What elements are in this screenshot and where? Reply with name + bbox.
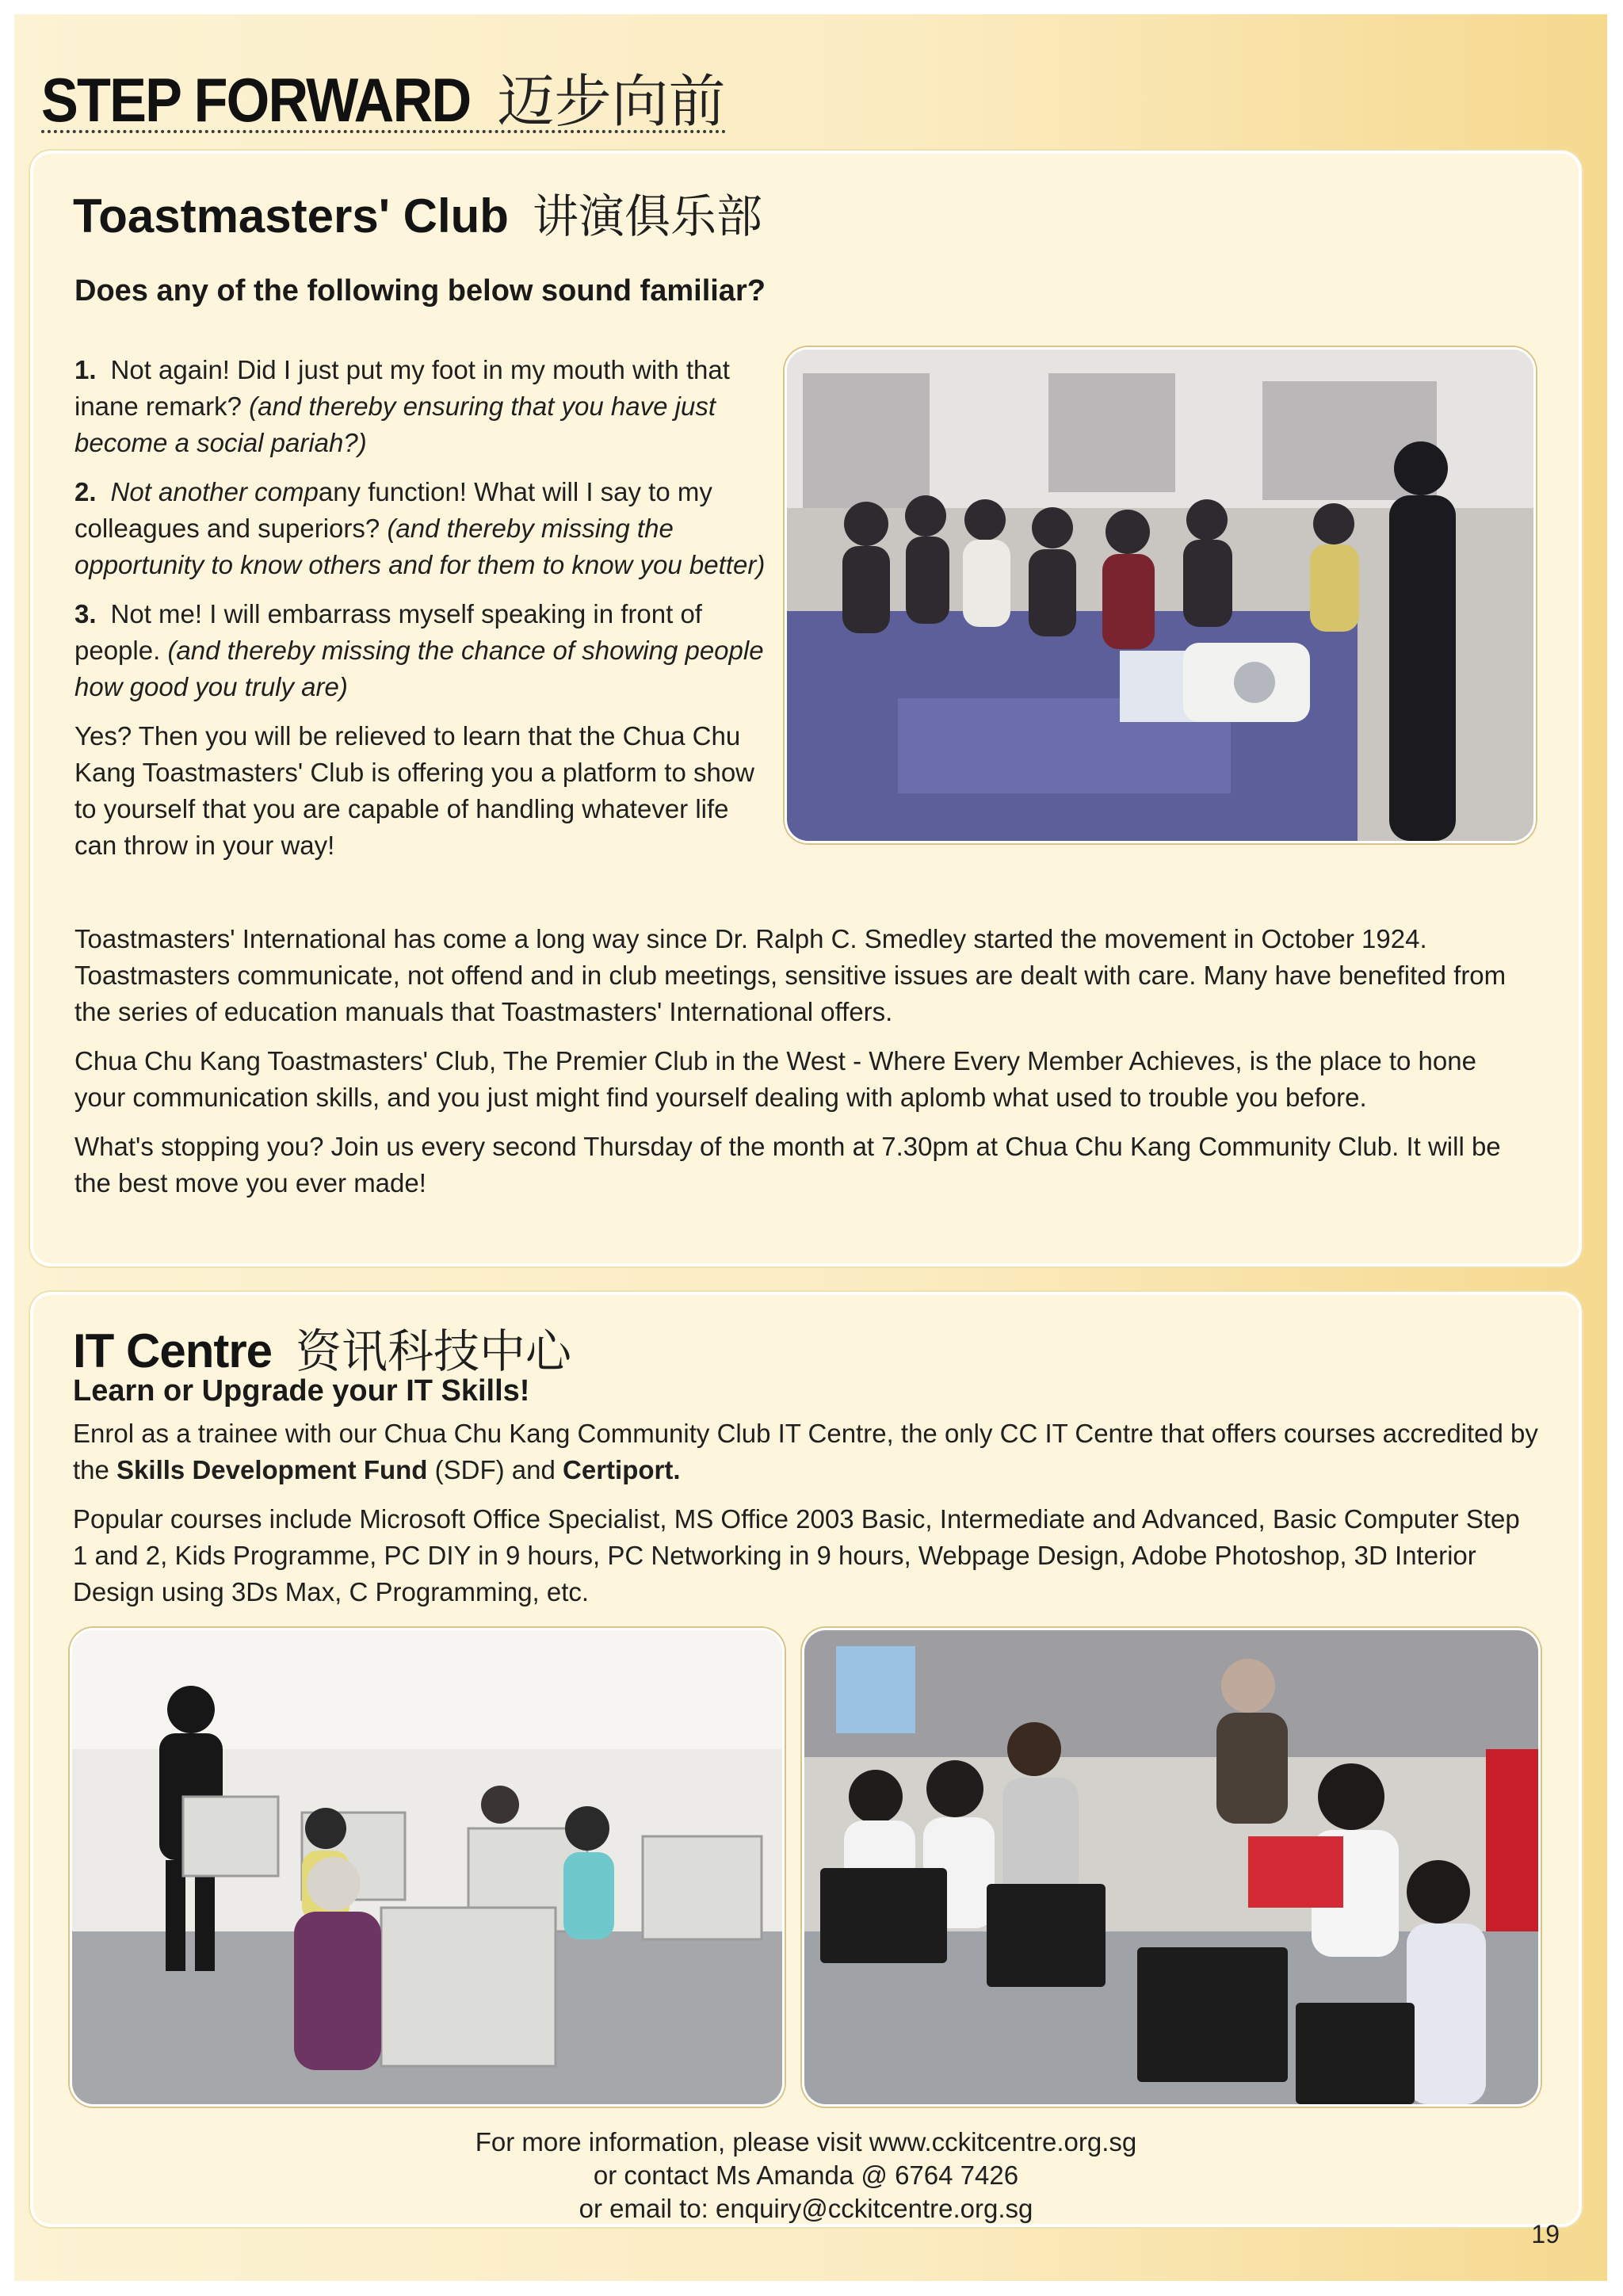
header-title-en: STEP FORWARD bbox=[41, 65, 471, 135]
para-yes: Yes? Then you will be relieved to learn that the Chua Chu Kang Toastmasters' Club is offering you a platform to show to yourself that you are capable of handling whatever life can throw in your way! bbox=[74, 721, 755, 860]
list-item-italic: (and thereby missing the opportunity to know others and for them to know you better) bbox=[74, 514, 766, 579]
list-item-number: 2. bbox=[74, 477, 97, 506]
list-item-number: 3. bbox=[74, 599, 97, 628]
contact-line-3: or email to: enquiry@cckitcentre.org.sg bbox=[579, 2194, 1033, 2223]
toastmasters-panel bbox=[30, 151, 1582, 1266]
para-club: Chua Chu Kang Toastmasters' Club, The Premier Club in the West - Where Every Member Achieves, is the place to hone your communication skills, and you just might find yourself dealing with aplomb what used to trouble you before. bbox=[74, 1046, 1476, 1112]
it-centre-subtitle: Learn or Upgrade your IT Skills! bbox=[73, 1374, 530, 1408]
contact-line-2: or contact Ms Amanda @ 6764 7426 bbox=[593, 2160, 1019, 2190]
toastmasters-question: Does any of the following below sound familiar? bbox=[74, 274, 766, 308]
toastmasters-meeting-photo bbox=[785, 347, 1536, 843]
it-centre-title bbox=[73, 1314, 571, 1381]
it-centre-panel bbox=[30, 1292, 1582, 2227]
enrol-text: Enrol as a trainee with our Chua Chu Kang Community Club IT Centre, the only CC IT Centre that offers courses accredited by the bbox=[73, 1419, 1538, 1484]
list-item-text: Not me! I will embarrass myself speaking in front of people. bbox=[74, 599, 702, 665]
page-number: 19 bbox=[1531, 2220, 1560, 2248]
it-centre-title-zh: 资讯科技中心 bbox=[296, 1324, 572, 1378]
page bbox=[14, 14, 1607, 2281]
header-title-zh: 迈步向前 bbox=[497, 68, 726, 135]
it-centre-title-en: IT Centre bbox=[73, 1324, 273, 1377]
it-kids-photo bbox=[802, 1628, 1541, 2107]
list-item-3 bbox=[74, 596, 772, 705]
enrol-certiport: Certiport. bbox=[563, 1455, 681, 1484]
list-item-lead-italic: Not another comp bbox=[110, 477, 319, 506]
toastmasters-title-en: Toastmasters' Club bbox=[73, 189, 509, 243]
contact-line-1: For more information, please visit www.cckitcentre.org.sg bbox=[475, 2127, 1137, 2157]
para-join: What's stopping you? Join us every second Thursday of the month at 7.30pm at Chua Chu Kang Community Club. It will be the best move you ever made! bbox=[74, 1132, 1501, 1198]
toastmasters-body bbox=[74, 921, 1533, 1214]
toastmasters-title-zh: 讲演俱乐部 bbox=[532, 189, 762, 243]
list-item-1 bbox=[74, 352, 772, 461]
para-courses: Popular courses include Microsoft Office Specialist, MS Office 2003 Basic, Intermediate and Advanced, Basic Computer Step 1 and 2, Kids Programme, PC DIY in 9 hours, PC Networking in 9 hours, Webpage Design, Adobe Photoshop, 3D Interior Design using 3Ds Max, C Programming, etc. bbox=[73, 1504, 1520, 1606]
enrol-text-mid: (SDF) and bbox=[427, 1455, 563, 1484]
list-item-italic: (and thereby ensuring that you have just become a social pariah?) bbox=[74, 392, 716, 457]
list-item-text: Not again! Did I just put my foot in my mouth with that inane remark? bbox=[74, 355, 730, 421]
toastmasters-list bbox=[74, 352, 772, 877]
it-classroom-photo bbox=[70, 1628, 785, 2107]
page-header bbox=[41, 55, 726, 133]
enrol-sdf: Skills Development Fund bbox=[116, 1455, 428, 1484]
para-international: Toastmasters' International has come a long way since Dr. Ralph C. Smedley started the movement in October 1924. Toastmasters communicate, not offend and in club meetings, sensitive issues are dealt with care. Many have benefited from the series of education manuals that Toastmasters' International offers. bbox=[74, 924, 1507, 1026]
list-item-text: any function! What will I say to my colleagues and superiors? bbox=[74, 477, 712, 543]
para-enrol bbox=[73, 1415, 1539, 1488]
list-item-number: 1. bbox=[74, 355, 97, 384]
list-item-italic: (and thereby missing the chance of showing people how good you truly are) bbox=[74, 636, 764, 701]
contact-info bbox=[33, 2126, 1579, 2225]
it-centre-body bbox=[73, 1415, 1539, 1623]
list-item-2 bbox=[74, 474, 772, 583]
toastmasters-title bbox=[73, 179, 762, 246]
